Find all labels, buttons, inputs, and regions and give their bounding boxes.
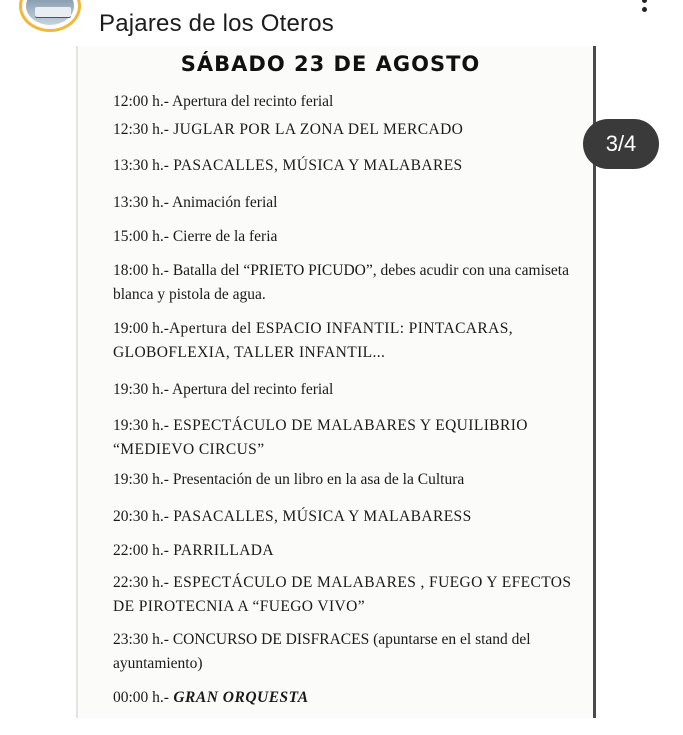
post-photo[interactable] — [0, 46, 683, 735]
event-time: 22:00 h.- — [113, 542, 169, 559]
more-options-button[interactable] — [632, 0, 658, 24]
schedule-item — [113, 468, 583, 492]
avatar-bus-icon — [35, 7, 71, 17]
post-header — [0, 0, 683, 46]
photo-page-indicator: 3/4 — [583, 119, 659, 169]
schedule-item — [113, 505, 583, 529]
event-time: 19:30 h.- — [113, 381, 169, 398]
event-description: Cierre de la feria — [168, 228, 278, 245]
schedule-item — [113, 225, 583, 249]
event-time: 12:00 h.- — [113, 93, 169, 110]
event-description: PASACALLES, MÚSICA Y MALABARES — [168, 157, 463, 174]
page-name[interactable]: Pajares de los Oteros — [99, 10, 334, 37]
event-time: 19:00 h.- — [113, 320, 169, 337]
event-description: Animación ferial — [168, 194, 278, 211]
event-time: 18:00 h.- — [113, 262, 169, 279]
page-avatar[interactable] — [19, 0, 81, 32]
event-description: PARRILLADA — [168, 542, 274, 559]
event-time: 23:30 h.- — [113, 631, 169, 648]
schedule-item — [113, 686, 583, 710]
more-vertical-icon — [642, 0, 647, 3]
event-description: Batalla del “PRIETO PICUDO”, debes acudir con una camiseta blanca y pistola de agua. — [113, 262, 569, 303]
schedule-item — [113, 378, 583, 402]
event-description: PASACALLES, MÚSICA Y MALABARESS — [168, 508, 472, 525]
schedule-item — [113, 628, 583, 676]
event-time: 12:30 h.- — [113, 121, 169, 138]
event-time: 13:30 h.- — [113, 157, 169, 174]
schedule-item — [113, 154, 583, 178]
event-description: Apertura del recinto ferial — [168, 381, 334, 398]
event-description: ESPECTÁCULO DE MALABARES , FUEGO Y EFECTOS DE PIROTECNIA A “FUEGO VIVO” — [113, 574, 572, 615]
event-description: GRAN ORQUESTA — [168, 689, 309, 706]
event-time: 19:30 h.- — [113, 417, 169, 434]
schedule-item — [113, 571, 583, 619]
schedule-item — [113, 414, 583, 462]
event-description: CONCURSO DE DISFRACES (apuntarse en el stand del ayuntamiento) — [113, 631, 531, 672]
event-time: 22:30 h.- — [113, 574, 169, 591]
event-time: 00:00 h.- — [113, 689, 169, 706]
schedule-item — [113, 191, 583, 215]
event-description: Presentación de un libro en la asa de la Cultura — [168, 471, 465, 488]
event-time: 19:30 h.- — [113, 471, 169, 488]
event-time: 13:30 h.- — [113, 194, 169, 211]
schedule-title: SÁBADO 23 DE AGOSTO — [180, 52, 481, 76]
event-time: 20:30 h.- — [113, 508, 169, 525]
event-description: Apertura del recinto ferial — [168, 93, 334, 110]
event-description: JUGLAR POR LA ZONA DEL MERCADO — [168, 121, 464, 138]
schedule-item — [113, 118, 583, 142]
schedule-item — [113, 317, 583, 365]
event-time: 15:00 h.- — [113, 228, 169, 245]
event-description: ESPECTÁCULO DE MALABARES Y EQUILIBRIO “MEDIEVO CIRCUS” — [113, 417, 528, 458]
more-vertical-icon-dot — [642, 7, 647, 12]
schedule-item — [113, 539, 583, 563]
schedule-item — [113, 259, 583, 307]
event-description: Apertura del ESPACIO INFANTIL: PINTACARAS, GLOBOFLEXIA, TALLER INFANTIL... — [113, 320, 514, 361]
avatar-image — [26, 0, 74, 25]
schedule-item — [113, 90, 583, 114]
